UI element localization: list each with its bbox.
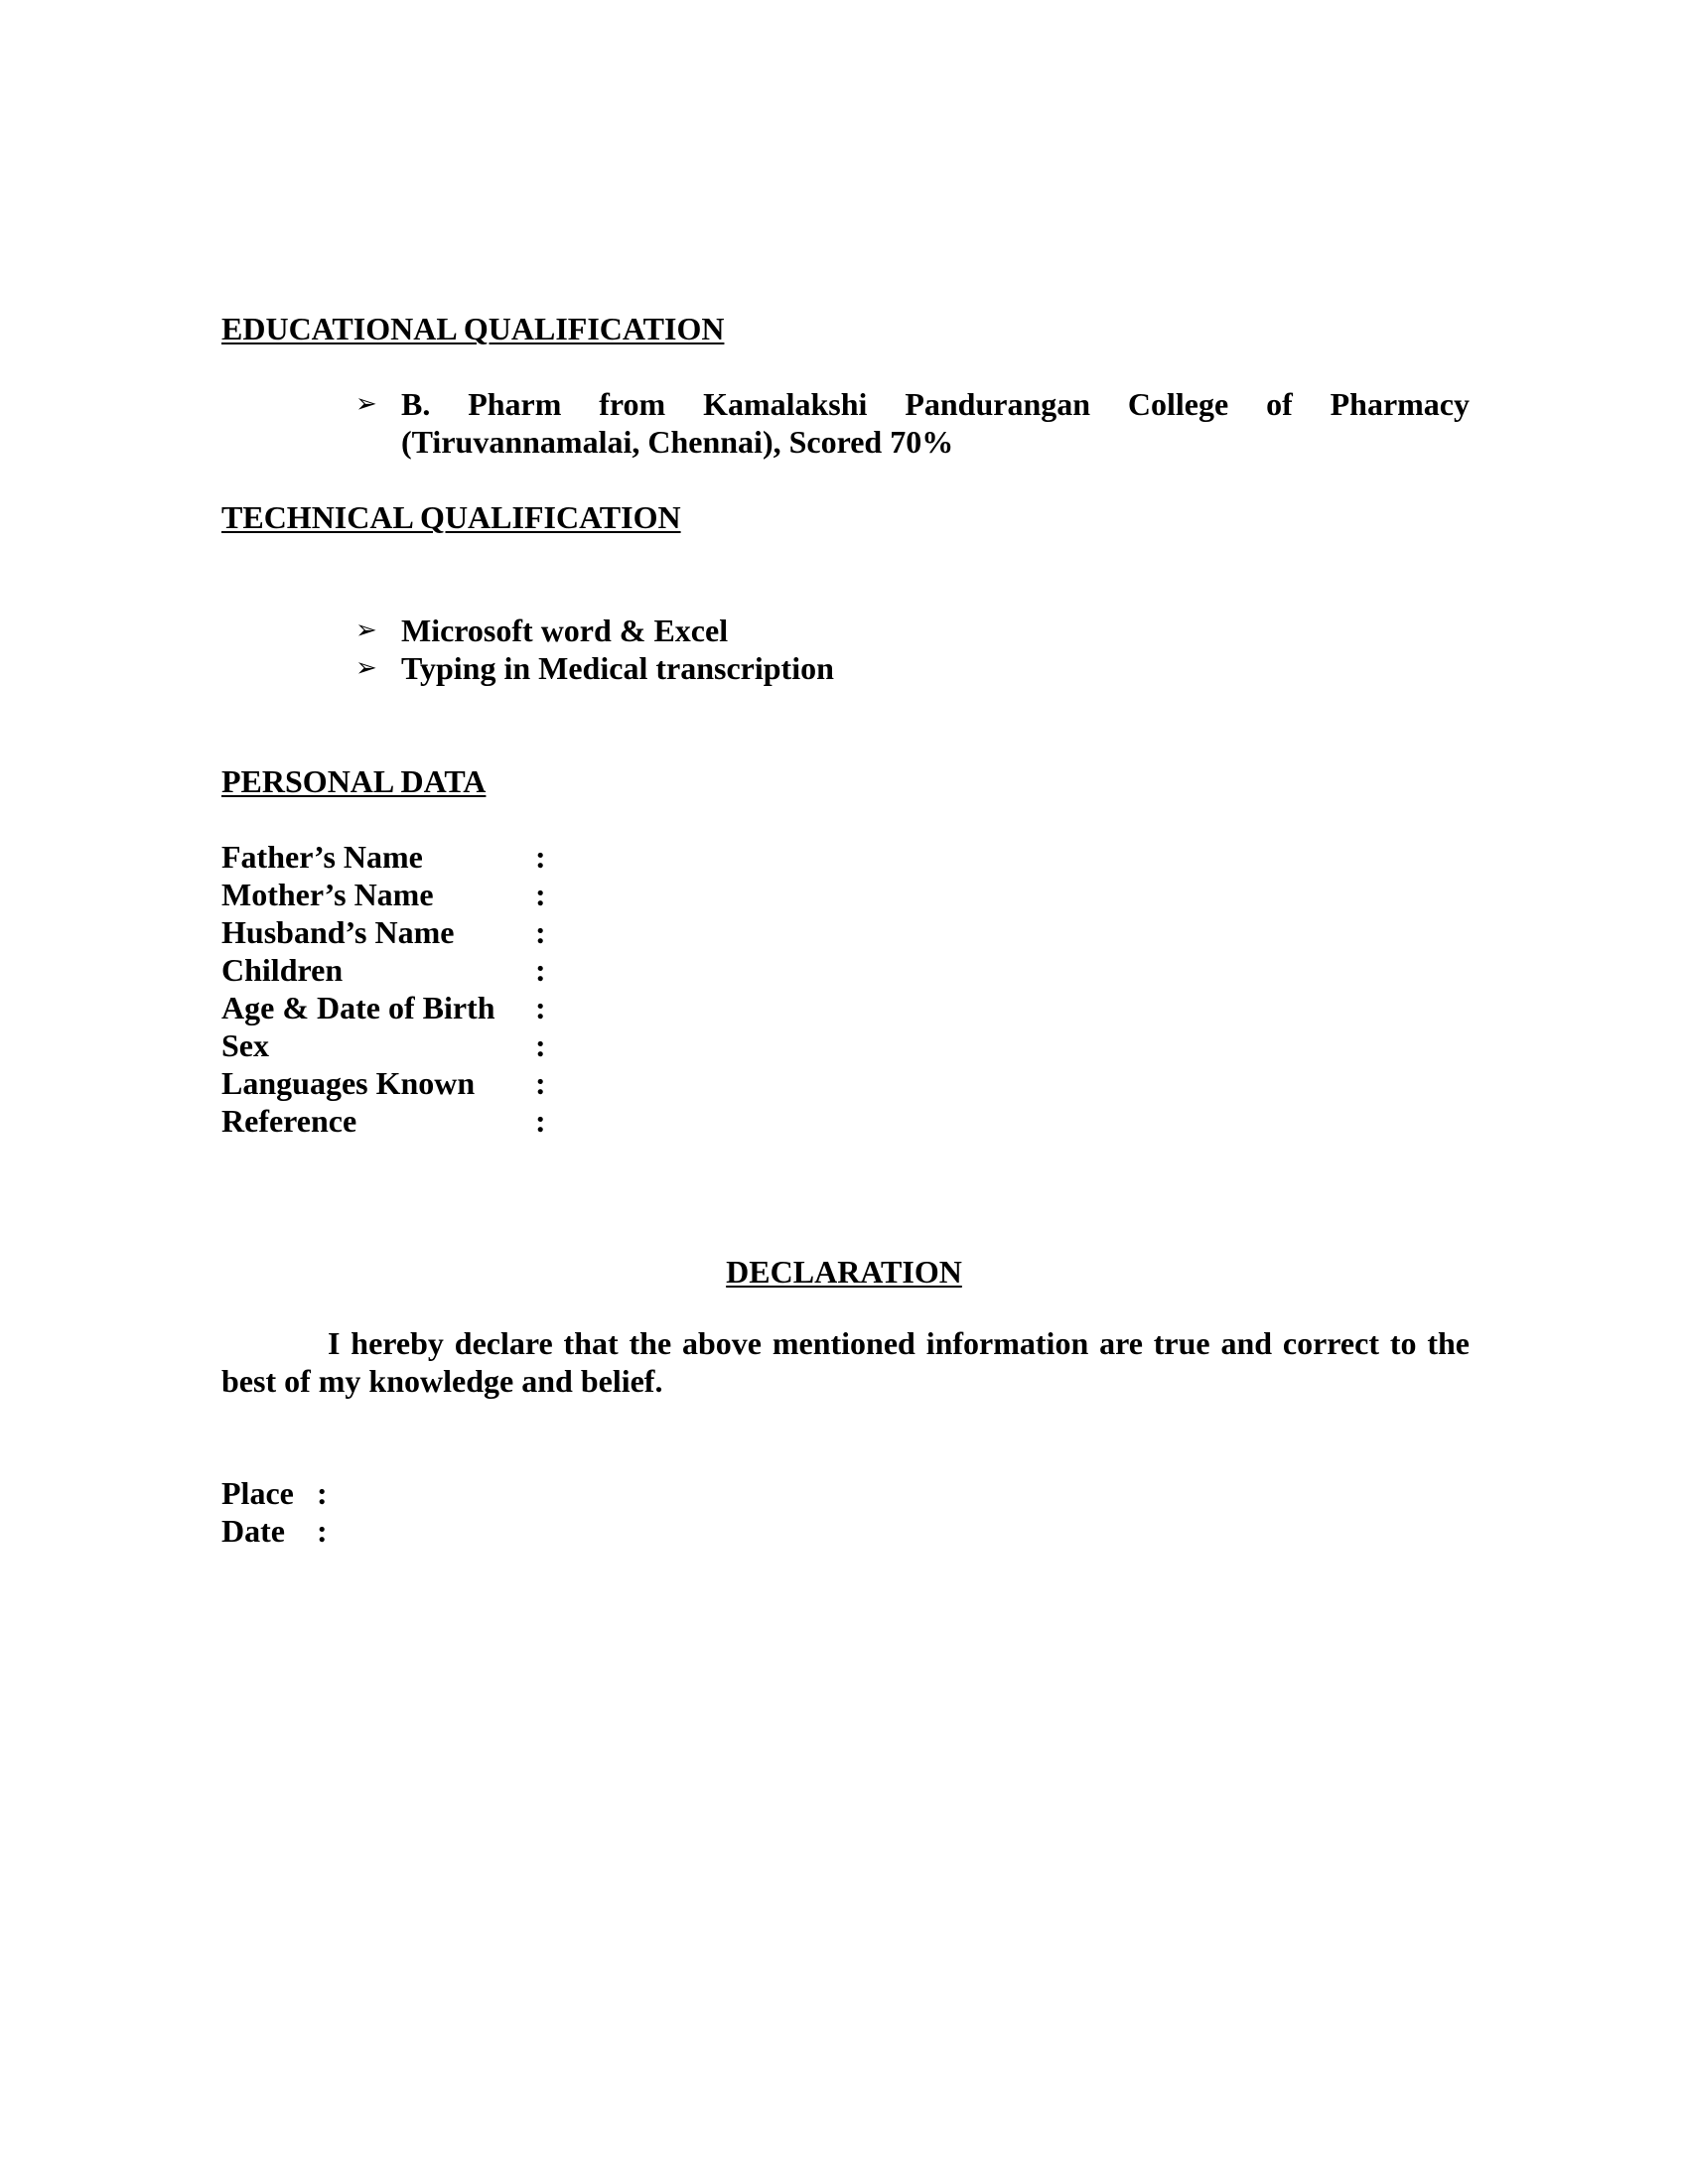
education-list [355, 385, 1470, 461]
table-row [221, 989, 565, 1026]
field-label: Husband’s Name [221, 914, 455, 950]
table-row [221, 1512, 328, 1550]
field-separator: : [535, 1103, 546, 1139]
personal-data-table [221, 838, 565, 1140]
field-label: Mother’s Name [221, 877, 434, 912]
field-separator: : [317, 1513, 328, 1549]
table-row [221, 1026, 565, 1064]
table-row [221, 838, 565, 876]
list-item [355, 612, 1470, 649]
field-label: Age & Date of Birth [221, 990, 495, 1025]
table-row [221, 1102, 565, 1140]
personal-heading: PERSONAL DATA [221, 763, 487, 799]
field-label: Children [221, 952, 344, 988]
field-separator: : [535, 914, 546, 950]
table-row [221, 951, 565, 989]
list-item [355, 385, 1470, 461]
field-separator: : [535, 877, 546, 912]
table-row [221, 876, 565, 913]
arrowhead-bullet-icon: ➢ [355, 615, 377, 645]
field-label: Father’s Name [221, 839, 423, 875]
table-row [221, 1064, 565, 1102]
list-item [355, 649, 1470, 687]
education-item-line1: B. Pharm from Kamalakshi Pandurangan College of Pharmacy [401, 386, 1470, 422]
field-separator: : [535, 1027, 546, 1063]
technical-heading: TECHNICAL QUALIFICATION [221, 499, 681, 535]
field-label: Languages Known [221, 1065, 476, 1101]
field-label: Date [221, 1513, 285, 1549]
technical-list [355, 612, 1470, 687]
table-row [221, 913, 565, 951]
education-heading: EDUCATIONAL QUALIFICATION [221, 311, 725, 346]
technical-item-text: Typing in Medical transcription [401, 650, 834, 686]
declaration-heading-wrap [0, 1253, 1688, 1291]
field-separator: : [535, 990, 546, 1025]
field-label: Sex [221, 1027, 269, 1063]
education-item-line2: (Tiruvannamalai, Chennai), Scored 70% [401, 424, 954, 460]
arrowhead-bullet-icon: ➢ [355, 653, 377, 683]
field-separator: : [535, 839, 546, 875]
signoff-table [221, 1474, 328, 1550]
table-row [221, 1474, 328, 1512]
arrowhead-bullet-icon: ➢ [355, 389, 377, 419]
field-separator: : [535, 1065, 546, 1101]
technical-item-text: Microsoft word & Excel [401, 613, 729, 648]
declaration-heading: DECLARATION [726, 1254, 962, 1290]
declaration-text: I hereby declare that the above mentioned information are true and correct to the best of my knowledge and belief. [221, 1325, 1470, 1399]
field-label: Reference [221, 1103, 357, 1139]
field-separator: : [535, 952, 546, 988]
field-label: Place [221, 1475, 294, 1511]
field-separator: : [317, 1475, 328, 1511]
